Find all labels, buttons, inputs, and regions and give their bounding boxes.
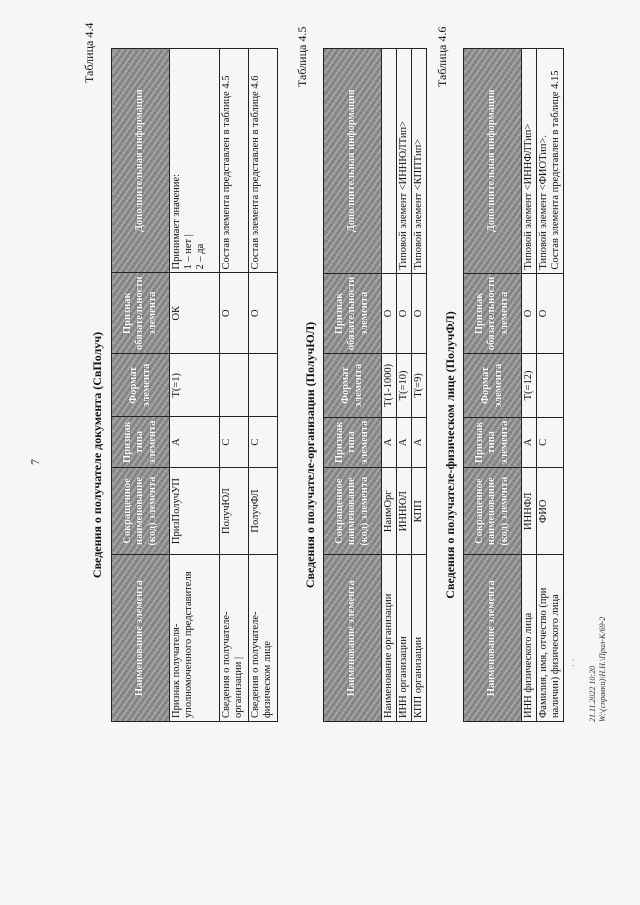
- table-header-row: [464, 49, 522, 722]
- header-format: Формат элемента: [324, 354, 382, 417]
- cell-info: Типовой элемент <ИННФЛТип>: [522, 49, 537, 274]
- cell-type: А: [412, 417, 427, 467]
- cell-format: [249, 354, 278, 417]
- table-header-row: [324, 49, 382, 722]
- cell-code: ПолучФЛ: [249, 467, 278, 554]
- cell-type: С: [220, 417, 249, 467]
- cell-code: КПП: [412, 467, 427, 555]
- table-row: [382, 49, 397, 722]
- cell-name: Наименование организации: [382, 555, 397, 722]
- cell-info: Типовой элемент <ФИОТип>. Состав элемента представлен в таблице 4.15: [537, 49, 564, 274]
- header-code: Сокращенное наименование (код) элемента: [464, 467, 522, 555]
- table-row: [397, 49, 412, 722]
- cell-info: [382, 49, 397, 274]
- header-element-name: Наименование элемента: [464, 555, 522, 722]
- cell-format: Т(1-1000): [382, 354, 397, 417]
- table-label-4-5: Таблица 4.5: [295, 26, 309, 87]
- cell-format: Т(=12): [522, 354, 537, 417]
- header-mandatory: Признак обязательности элемента: [324, 273, 382, 354]
- cell-name: Сведения о получателе-организации |: [220, 555, 249, 722]
- cell-type: А: [522, 417, 537, 467]
- cell-mandatory: О: [522, 273, 537, 354]
- cell-type: А: [382, 417, 397, 467]
- table-label-4-4: Таблица 4.4: [82, 22, 96, 83]
- cell-format: Т(=9): [412, 354, 427, 417]
- cell-type: А: [170, 417, 220, 467]
- cell-info: Типовой элемент <КППТип>: [412, 49, 427, 274]
- cell-code: ПризПолучУП: [170, 467, 220, 554]
- page-number: 7: [28, 459, 42, 465]
- footer-path: W:\(справки)\Н.Н.\Прил-К/69-2: [597, 616, 607, 722]
- cell-format: Т(=10): [397, 354, 412, 417]
- header-code: Сокращенное наименование (код) элемента: [324, 467, 382, 555]
- cell-mandatory: О: [382, 273, 397, 354]
- table-4-4: [111, 48, 278, 722]
- cell-name: Признак получателя-уполномоченного представителя: [170, 555, 220, 722]
- cell-name: КПП организации: [412, 555, 427, 722]
- cell-mandatory: О: [249, 273, 278, 354]
- table-header-row: [112, 49, 170, 722]
- table-row: [412, 49, 427, 722]
- footer-timestamp: 21.11.2022 10:20: [588, 665, 597, 722]
- table-row: [170, 49, 220, 722]
- header-element-name: Наименование элемента: [112, 555, 170, 722]
- cell-mandatory: О: [397, 273, 412, 354]
- table-title-4-4: Сведения о получателе документа (СвПолуч): [90, 331, 104, 579]
- cell-code: НаимОрг: [382, 467, 397, 555]
- cell-format: [537, 354, 564, 417]
- header-additional-info: Дополнительная информация: [112, 49, 170, 273]
- cell-info: Типовой элемент <ИННЮЛТип>: [397, 49, 412, 274]
- cell-code: ИННЮЛ: [397, 467, 412, 555]
- cell-type: С: [537, 417, 564, 467]
- table-title-4-6: Сведения о получателе-физическом лице (ПолучФЛ): [443, 311, 457, 599]
- cell-code: ИННФЛ: [522, 467, 537, 555]
- header-additional-info: Дополнительная информация: [324, 49, 382, 274]
- cell-mandatory: О: [220, 273, 249, 354]
- table-title-4-5: Сведения о получателе-организации (ПолучЮЛ): [303, 321, 317, 589]
- table-4-5: [323, 48, 427, 722]
- table-row: [522, 49, 537, 722]
- cell-code: ПолучЮЛ: [220, 467, 249, 554]
- cell-name: ИНН физического лица: [522, 555, 537, 722]
- cell-name: ИНН организации: [397, 555, 412, 722]
- cell-name: Фамилия, имя, отчество (при наличии) физического лица: [537, 555, 564, 722]
- cell-code: ФИО: [537, 467, 564, 555]
- cell-format: Т(=1): [170, 354, 220, 417]
- table-row: [537, 49, 564, 722]
- table-label-4-6: Таблица 4.6: [435, 26, 449, 87]
- header-mandatory: Признак обязательности элемента: [464, 273, 522, 354]
- header-type: Признак типа элемента: [112, 417, 170, 467]
- cell-info: Принимает значение: 1 – нет | 2 – да: [170, 49, 220, 273]
- cell-mandatory: О: [537, 273, 564, 354]
- table-row: [249, 49, 278, 722]
- cell-type: С: [249, 417, 278, 467]
- header-mandatory: Признак обязательности элемента: [112, 273, 170, 354]
- table-row: [220, 49, 249, 722]
- header-format: Формат элемента: [112, 354, 170, 417]
- table-4-6: [463, 48, 564, 722]
- cell-mandatory: ОК: [170, 273, 220, 354]
- cell-info: Состав элемента представлен в таблице 4.6: [249, 49, 278, 273]
- document-footer: [588, 617, 607, 722]
- scan-artifact: · ·: [568, 658, 578, 667]
- header-format: Формат элемента: [464, 354, 522, 417]
- cell-name: Сведения о получателе-физическом лице: [249, 555, 278, 722]
- header-element-name: Наименование элемента: [324, 555, 382, 722]
- cell-format: [220, 354, 249, 417]
- cell-mandatory: О: [412, 273, 427, 354]
- cell-type: А: [397, 417, 412, 467]
- cell-info: Состав элемента представлен в таблице 4.5: [220, 49, 249, 273]
- header-code: Сокращенное наименование (код) элемента: [112, 467, 170, 554]
- header-type: Признак типа элемента: [324, 417, 382, 467]
- header-type: Признак типа элемента: [464, 417, 522, 467]
- header-additional-info: Дополнительная информация: [464, 49, 522, 274]
